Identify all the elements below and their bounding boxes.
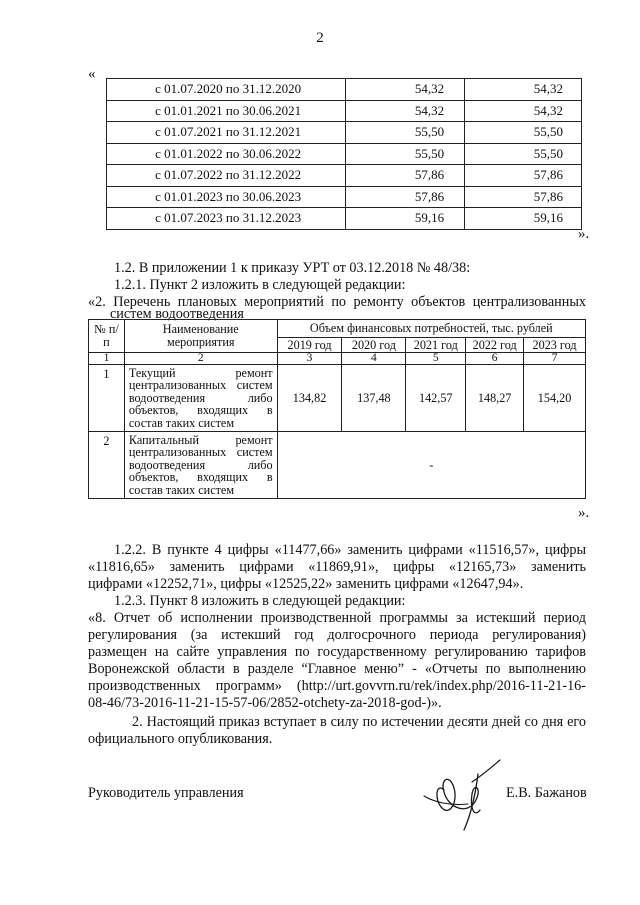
tariff-value-1: 57,86 bbox=[346, 165, 465, 187]
tariff-period: с 01.07.2020 по 31.12.2020 bbox=[107, 79, 346, 101]
item-8-line2: регулирования (за истекший год долгосрочного периода регулирования) bbox=[88, 627, 586, 643]
value-2020: 137,48 bbox=[342, 365, 406, 432]
col-volume-header: Объем финансовых потребностей, тыс. рублей bbox=[277, 320, 585, 338]
tariff-period: с 01.01.2022 по 30.06.2022 bbox=[107, 143, 346, 165]
measures-table bbox=[88, 319, 586, 499]
table-row bbox=[107, 208, 582, 230]
signature-mark bbox=[414, 752, 510, 832]
quote-close: ». bbox=[578, 505, 590, 521]
table-row bbox=[107, 186, 582, 208]
column-index: 6 bbox=[466, 353, 524, 365]
value-2021: 142,57 bbox=[406, 365, 466, 432]
signature-title: Руководитель управления bbox=[88, 785, 244, 801]
table-row bbox=[107, 122, 582, 144]
value-2022: 148,27 bbox=[466, 365, 524, 432]
list-title-line2: систем водоотведения bbox=[110, 306, 244, 322]
tariff-value-2: 54,32 bbox=[465, 79, 582, 101]
tariff-period: с 01.01.2021 по 30.06.2021 bbox=[107, 100, 346, 122]
tariff-value-2: 57,86 bbox=[465, 186, 582, 208]
item-1-2-1: 1.2.1. Пункт 2 изложить в следующей редакции: bbox=[114, 277, 406, 293]
item-8-line1: «8. Отчет об исполнении производственной программы за истекший период bbox=[88, 610, 586, 626]
tariff-table bbox=[106, 78, 582, 230]
tariff-value-1: 55,50 bbox=[346, 143, 465, 165]
column-index: 5 bbox=[406, 353, 466, 365]
tariff-period: с 01.07.2023 по 31.12.2023 bbox=[107, 208, 346, 230]
row-name: Капитальный ремонт централизованных систем водоотведения либо объектов, входящих в состав таких систем bbox=[124, 432, 277, 499]
table-row bbox=[89, 365, 586, 432]
item-8-line4: Воронежской области в разделе “Главное меню” - «Отчеты по выполнению bbox=[88, 661, 586, 677]
table-row bbox=[89, 432, 586, 499]
year-header: 2019 год bbox=[277, 338, 342, 353]
value-2019: 134,82 bbox=[277, 365, 342, 432]
tariff-value-2: 57,86 bbox=[465, 165, 582, 187]
tariff-value-2: 54,32 bbox=[465, 100, 582, 122]
quote-open: « bbox=[88, 66, 96, 82]
table-row bbox=[107, 100, 582, 122]
year-header: 2021 год bbox=[406, 338, 466, 353]
tariff-period: с 01.01.2023 по 30.06.2023 bbox=[107, 186, 346, 208]
list-title-line1: «2. Перечень плановых мероприятий по ремонту объектов централизованных bbox=[88, 294, 586, 310]
column-index: 2 bbox=[124, 353, 277, 365]
table-row bbox=[107, 79, 582, 101]
row-name: Текущий ремонт централизованных систем водоотведения либо объектов, входящих в состав таких систем bbox=[124, 365, 277, 432]
tariff-value-1: 57,86 bbox=[346, 186, 465, 208]
year-header: 2023 год bbox=[524, 338, 586, 353]
tariff-period: с 01.07.2021 по 31.12.2021 bbox=[107, 122, 346, 144]
signature-name: Е.В. Бажанов bbox=[506, 785, 587, 801]
tariff-value-2: 55,50 bbox=[465, 143, 582, 165]
col-num-header: № п/п bbox=[89, 320, 125, 353]
item-1-2-2-line3: цифрами «12252,71», цифры «12525,22» заменить цифрами «12647,94». bbox=[88, 576, 524, 592]
tariff-value-1: 59,16 bbox=[346, 208, 465, 230]
table-row bbox=[107, 143, 582, 165]
tariff-value-1: 55,50 bbox=[346, 122, 465, 144]
row-number: 1 bbox=[89, 365, 125, 432]
column-index: 1 bbox=[89, 353, 125, 365]
item-8-line3: размещен на сайте управления по государственному регулированию тарифов bbox=[88, 644, 586, 660]
tariff-value-2: 59,16 bbox=[465, 208, 582, 230]
row-number: 2 bbox=[89, 432, 125, 499]
item-1-2-2-line2: «11816,65» заменить цифрами «11869,91», цифры «12165,73» заменить bbox=[88, 559, 586, 575]
item-1-2-3: 1.2.3. Пункт 8 изложить в следующей редакции: bbox=[114, 593, 406, 609]
table-row bbox=[107, 165, 582, 187]
tariff-period: с 01.07.2022 по 31.12.2022 bbox=[107, 165, 346, 187]
year-header: 2020 год bbox=[342, 338, 406, 353]
item-8-line5: производственных программ» (http://urt.govvrn.ru/rek/index.php/2016-11-21-16- bbox=[88, 678, 586, 694]
column-index: 7 bbox=[524, 353, 586, 365]
tariff-value-2: 55,50 bbox=[465, 122, 582, 144]
column-index: 3 bbox=[277, 353, 342, 365]
item-2-line2: официального опубликования. bbox=[88, 731, 273, 747]
item-2-line1: 2. Настоящий приказ вступает в силу по истечении десяти дней со дня его bbox=[132, 714, 586, 730]
tariff-value-1: 54,32 bbox=[346, 79, 465, 101]
year-header: 2022 год bbox=[466, 338, 524, 353]
item-1-2: 1.2. В приложении 1 к приказу УРТ от 03.12.2018 № 48/38: bbox=[114, 260, 471, 276]
merged-value: - bbox=[277, 432, 585, 499]
tariff-value-1: 54,32 bbox=[346, 100, 465, 122]
page-number: 2 bbox=[316, 30, 324, 46]
quote-close: ». bbox=[578, 226, 590, 242]
col-name-header: Наименование мероприятия bbox=[124, 320, 277, 353]
value-2023: 154,20 bbox=[524, 365, 586, 432]
item-8-line6: 08-46/73-2016-11-21-15-57-06/2852-otchety-za-2018-god-)». bbox=[88, 695, 442, 711]
item-1-2-2-line1: 1.2.2. В пункте 4 цифры «11477,66» заменить цифрами «11516,57», цифры bbox=[114, 542, 586, 558]
column-index: 4 bbox=[342, 353, 406, 365]
